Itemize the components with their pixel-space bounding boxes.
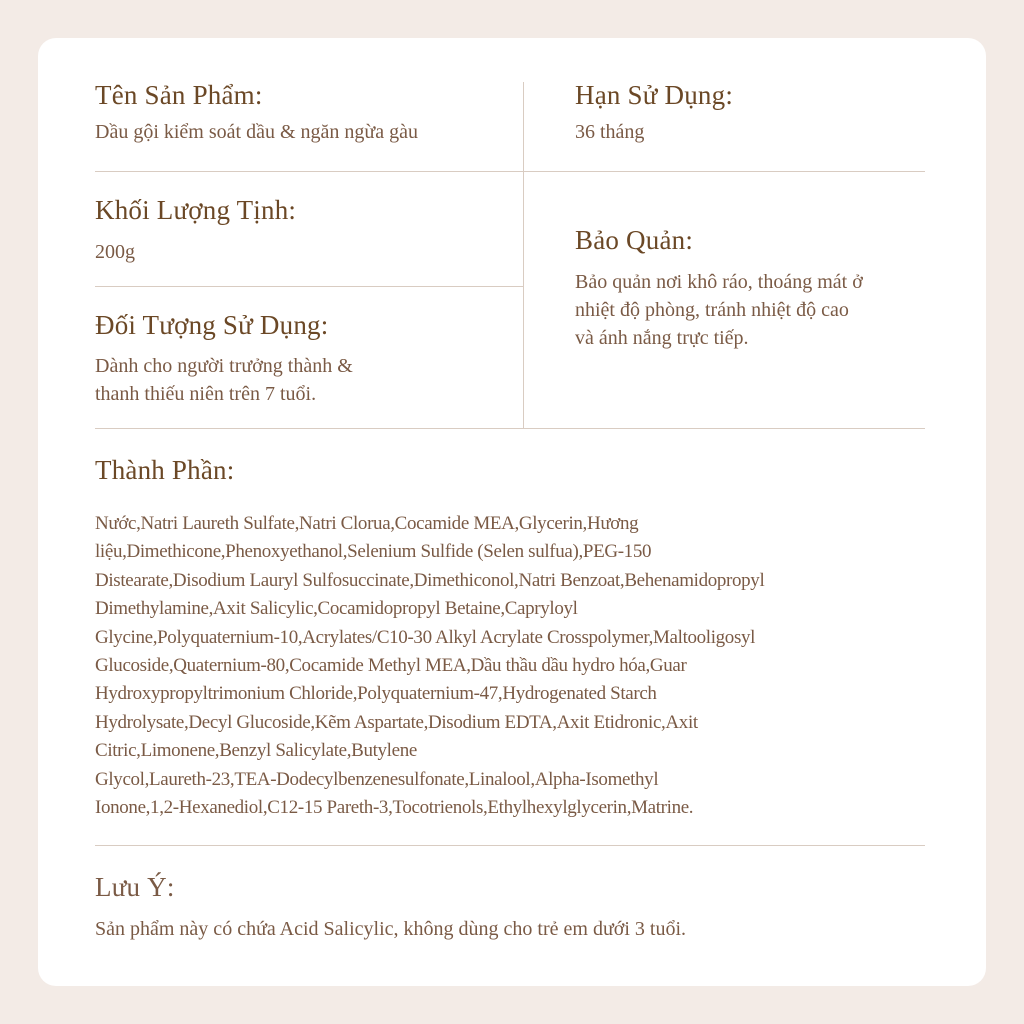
product-name-label: Tên Sản Phẩm: bbox=[95, 80, 263, 110]
target-users-label: Đối Tượng Sử Dụng: bbox=[95, 310, 329, 340]
ingredient-line: Glucoside,Quaternium-80,Cocamide Methyl MEA,Dầu thầu dầu hydro hóa,Guar bbox=[95, 654, 687, 676]
net-weight-label: Khối Lượng Tịnh: bbox=[95, 195, 297, 225]
text-line: Bảo quản nơi khô ráo, thoáng mát ở bbox=[575, 271, 863, 293]
ingredient-line: Nước,Natri Laureth Sulfate,Natri Clorua,Cocamide MEA,Glycerin,Hương bbox=[95, 513, 639, 534]
storage-value bbox=[575, 268, 863, 352]
ingredient-line: Glycine,Polyquaternium-10,Acrylates/C10-30 Alkyl Acrylate Crosspolymer,Maltooligosyl bbox=[95, 626, 756, 648]
ingredients-list bbox=[95, 510, 764, 822]
note-value: Sản phẩm này có chứa Acid Salicylic, không dùng cho trẻ em dưới 3 tuổi. bbox=[95, 918, 687, 940]
divider bbox=[95, 428, 925, 429]
column-divider bbox=[523, 82, 524, 428]
ingredient-line: Distearate,Disodium Lauryl Sulfosuccinate,Dimethiconol,Natri Benzoat,Behenamidopropyl bbox=[95, 569, 765, 591]
ingredient-line: liệu,Dimethicone,Phenoxyethanol,Selenium Sulfide (Selen sulfua),PEG-150 bbox=[95, 541, 652, 563]
divider bbox=[95, 171, 925, 172]
ingredient-line: Hydrolysate,Decyl Glucoside,Kẽm Aspartate,Disodium EDTA,Axit Etidronic,Axit bbox=[95, 711, 698, 733]
text-line: và ánh nắng trực tiếp. bbox=[575, 327, 749, 349]
product-name-value: Dầu gội kiểm soát dầu & ngăn ngừa gàu bbox=[95, 121, 418, 143]
text-line: nhiệt độ phòng, tránh nhiệt độ cao bbox=[575, 299, 849, 321]
ingredients-label: Thành Phần: bbox=[95, 455, 235, 485]
ingredient-line: Ionone,1,2-Hexanediol,C12-15 Pareth-3,Tocotrienols,Ethylhexylglycerin,Matrine. bbox=[95, 796, 694, 818]
shelf-life-value: 36 tháng bbox=[575, 121, 645, 143]
text-line: thanh thiếu niên trên 7 tuổi. bbox=[95, 383, 317, 405]
target-users-value bbox=[95, 352, 353, 408]
ingredient-line: Dimethylamine,Axit Salicylic,Cocamidopropyl Betaine,Capryloyl bbox=[95, 598, 578, 620]
ingredient-line: Hydroxypropyltrimonium Chloride,Polyquaternium-47,Hydrogenated Starch bbox=[95, 683, 657, 705]
storage-label: Bảo Quản: bbox=[575, 225, 694, 255]
shelf-life-label: Hạn Sử Dụng: bbox=[575, 80, 734, 110]
ingredient-line: Citric,Limonene,Benzyl Salicylate,Butylene bbox=[95, 740, 417, 762]
divider bbox=[95, 845, 925, 846]
text-line: Dành cho người trưởng thành & bbox=[95, 355, 353, 377]
ingredient-line: Glycol,Laureth-23,TEA-Dodecylbenzenesulfonate,Linalool,Alpha-Isomethyl bbox=[95, 768, 659, 790]
note-label: Lưu Ý: bbox=[95, 872, 175, 902]
divider bbox=[95, 286, 523, 287]
net-weight-value: 200g bbox=[95, 241, 135, 263]
